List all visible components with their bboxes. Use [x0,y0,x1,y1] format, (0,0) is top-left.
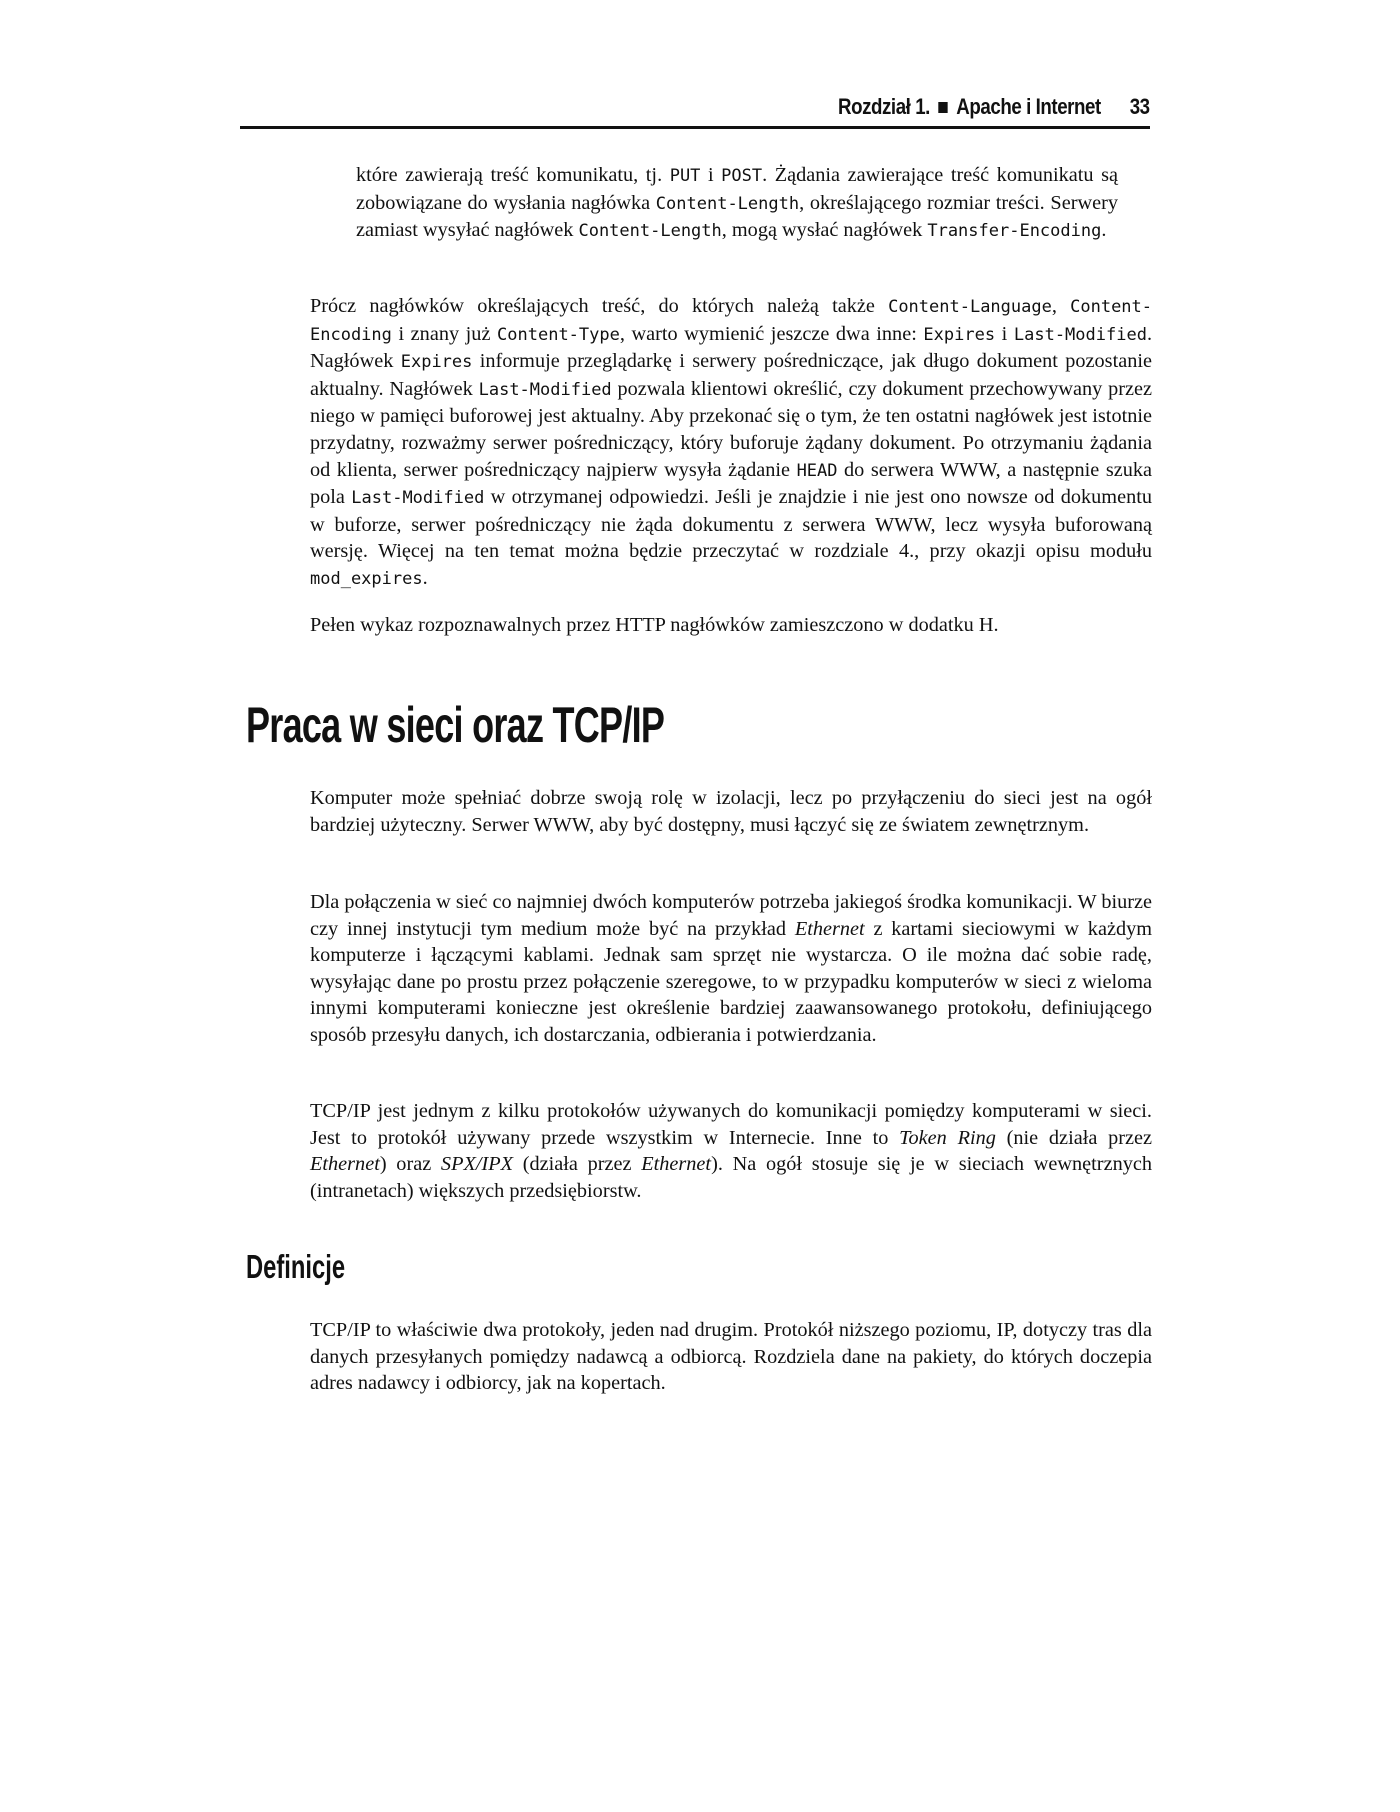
paragraph-computer-isolation: Komputer może spełniać dobrze swoją rolę w izolacji, lecz po przyłączeniu do sieci jest na ogół bardziej użyteczny. Serwer WWW, aby być dostępny, musi łączyć się ze światem zewnętrznym. [310,787,1152,836]
section-heading: Praca w sieci oraz TCP/IP [246,697,665,753]
running-header [838,94,1150,120]
chapter-title: Apache i Internet [956,94,1102,119]
paragraph-headers: Prócz nagłówków określających treść, do których należą także Content-Language, Content-Encoding i znany już Content-Type, warto wymienić jeszcze dwa inne: Expires i Last-Modified. Nagłówek Expires informuje przeglądarkę i serwery pośredniczące, jak długo dokument pozostanie aktualny. Nagłówek Last-Modified pozwala klientowi określić, czy dokument przechowywany przez niego w pamięci buforowej jest aktualny. Aby przekonać się o tym, że ten ostatni nagłówek jest istotnie przydatny, rozważmy serwer pośredniczący, który buforuje żądany dokument. Po otrzymaniu żądania od klienta, serwer pośredniczący najpierw wysyła żądanie HEAD do serwera WWW, a następnie szuka pola Last-Modified w otrzymanej odpowiedzi. Jeśli je znajdzie i nie jest ono nowsze od dokumentu w buforze, serwer pośredniczący nie żąda dokumentu z serwera WWW, lecz wysyła buforowaną wersję. Więcej na ten temat można będzie przeczytać w rozdziale 4., przy okazji opisu modułu mod_expires. [310,295,1153,589]
paragraph-tcpip: TCP/IP jest jednym z kilku protokołów używanych do komunikacji pomiędzy komputerami w sieci. Jest to protokół używany przede wszystkim w Internecie. Inne to Token Ring (nie działa przez Ethernet) oraz SPX/IPX (działa przez Ethernet). Na ogół stosuje się je w sieciach wewnętrznych (intranetach) większych przedsiębiorstw. [310,1100,1152,1202]
paragraph-definitions: TCP/IP to właściwie dwa protokoły, jeden nad drugim. Protokół niższego poziomu, IP, dotyczy tras dla danych przesyłanych pomiędzy nadawcą a odbiorcą. Rozdziela dane na pakiety, do których doczepia adres nadawcy i odbiorcy, jak na kopertach. [310,1319,1152,1395]
square-bullet-icon [939,102,948,113]
page-header [240,94,1150,129]
chapter-label: Rozdział 1. [838,94,931,119]
paragraph-network-protocol: Dla połączenia w sieć co najmniej dwóch komputerów potrzeba jakiegoś środka komunikacji. W biurze czy innej instytucji tym medium może być na przykład Ethernet z kartami sieciowymi w każdym komputerze i łączącymi kablami. Jednak sam sprzęt nie wystarcza. O ile można dać sobie radę, wysyłając dane po prostu przez połączenie szeregowe, to w przypadku komputerów w sieci z wieloma innymi komputerami konieczne jest określenie bardziej zaawansowanego protokołu, definiującego sposób przesyłu danych, ich dostarczania, odbierania i potwierdzania. [310,891,1153,1046]
page-number: 33 [1130,94,1150,119]
paragraph-content-length: które zawierają treść komunikatu, tj. PUT i POST. Żądania zawierające treść komunikatu są zobowiązane do wysłania nagłówka Content-Length, określającego rozmiar treści. Serwery zamiast wysyłać nagłówek Content-Length, mogą wysłać nagłówek Transfer-Encoding. [356,164,1119,242]
subsection-heading: Definicje [246,1248,346,1285]
paragraph-appendix-h: Pełen wykaz rozpoznawalnych przez HTTP nagłówków zamieszczono w dodatku H. [310,614,999,636]
